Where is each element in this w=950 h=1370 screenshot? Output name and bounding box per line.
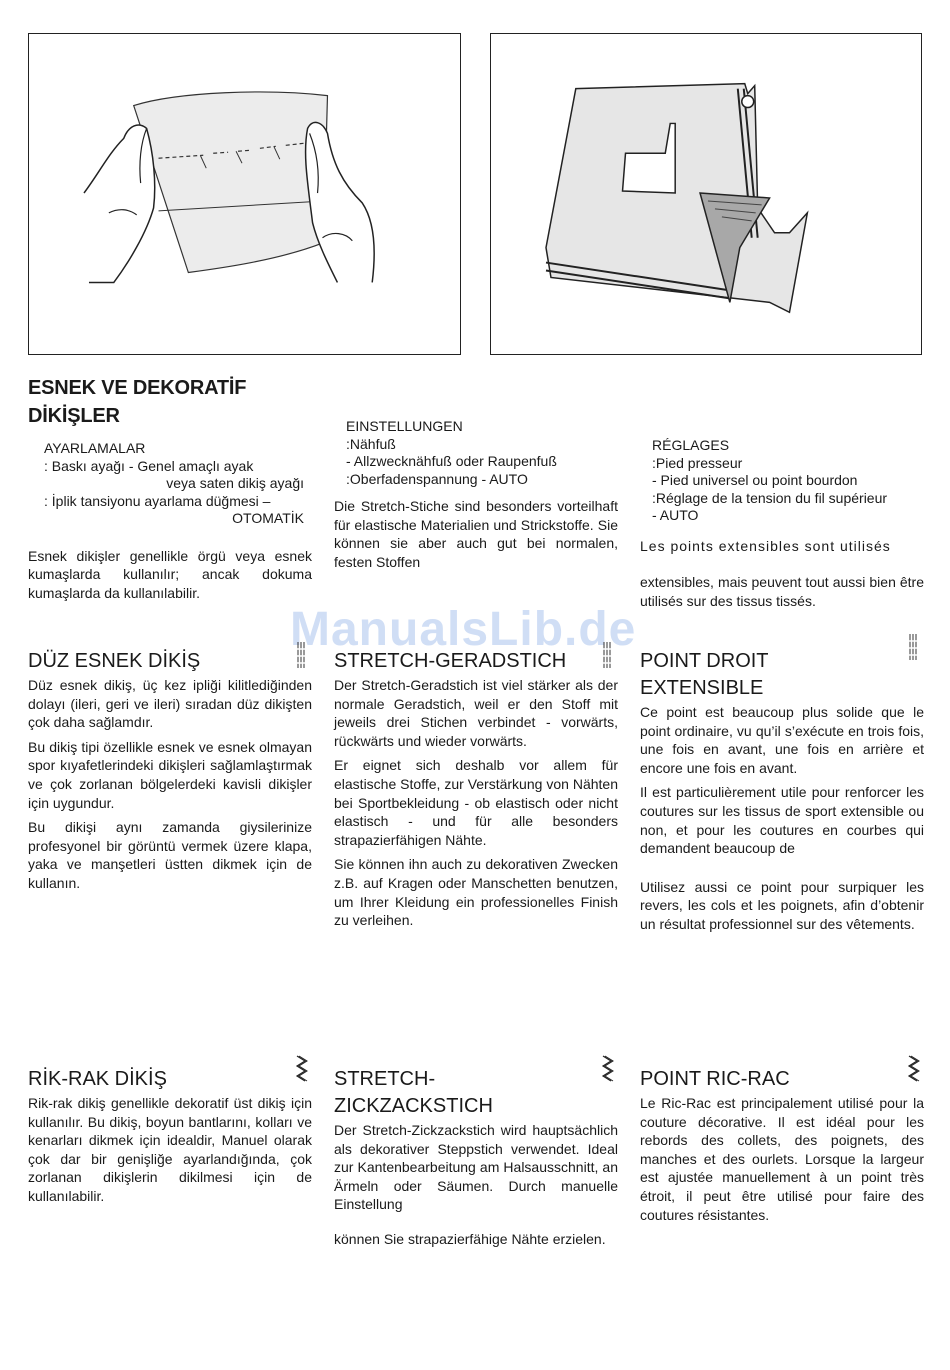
settings-heading: AYARLAMALAR xyxy=(44,440,146,456)
settings-line: - AUTO xyxy=(652,507,699,523)
straight-stretch-fr xyxy=(640,648,924,940)
paragraph: Er eignet sich deshalb vor allem für elastische Stoffe, zur Verstärkung von Nähten bei Sportbekleidung - ob elastisch oder nicht elastisch - und für alle besonders strapazierfähigen Nähte. xyxy=(334,757,618,848)
settings-line: - Allzwecknähfuß oder Raupenfuß xyxy=(346,453,557,469)
hands-stretching-fabric-image xyxy=(29,34,460,354)
settings-line: veya saten dikiş ayağı xyxy=(166,475,304,491)
paragraph: Rik-rak dikiş genellikle dekoratif üst dikiş için kullanılır. Bu dikiş, boyun bantlarını, kolları ve kenarları dikmek için idealdir, Manuel olarak çok dar bir genişliğe ayarlandığında, çok zorlanan dikişlerin dikilmesi için de kullanılabilir. xyxy=(28,1095,312,1204)
intro-fr-settings xyxy=(640,437,924,525)
settings-line: :Oberfadenspannung - AUTO xyxy=(346,470,528,487)
section-title: DÜZ ESNEK DİKİŞ xyxy=(28,650,201,672)
ricrac-tr xyxy=(28,1066,312,1212)
intro-de-body: Die Stretch-Stiche sind besonders vorteilhaft für elastische Materialien und Strickstoffe. Sie können sie aber auch gut bei normalen, festen Stoffen xyxy=(334,498,618,570)
ric-rac-stitch-icon xyxy=(906,1054,920,1084)
paragraph: können Sie strapazierfähige Nähte erzielen. xyxy=(334,1230,606,1247)
stretch-fabric-illustration xyxy=(28,33,461,355)
intro-de xyxy=(334,418,618,577)
section-title: POINT RIC-RAC xyxy=(640,1068,790,1090)
intro-tr-body: Esnek dikişler genellikle örgü veya esnek kumaşlarda kullanılır; ancak dokuma kumaşlarda da kullanılabilir. xyxy=(28,547,312,601)
watermark: ManualsLib.de xyxy=(290,603,637,656)
settings-heading: EINSTELLUNGEN xyxy=(346,418,463,434)
intro-tr-settings xyxy=(28,440,304,528)
triple-straight-stitch-icon xyxy=(600,640,614,670)
paragraph: Il est particulièrement utile pour renforcer les coutures sur les tissus de sport extensible ou non, et pour les coutures en courbes qui demandent beaucoup de xyxy=(640,784,924,857)
section-title: POINT DROIT EXTENSIBLE xyxy=(640,650,769,699)
section-title: STRETCH-GERADSTICH xyxy=(334,650,567,672)
ricrac-fr xyxy=(640,1066,924,1230)
paragraph: Ce point est beaucoup plus solide que le point ordinaire, vu qu’il s’exécute en trois fois, une fois en avant, une fois en arrière et encore une fois en avant. xyxy=(640,704,924,776)
triple-straight-stitch-icon xyxy=(906,632,920,662)
paragraph: Sie können ihn auch zu dekorativen Zwecken z.B. auf Kragen oder Manschetten benutzen, um Ihrer Kleidung ein professionelles Finish zu verleihen. xyxy=(334,856,618,929)
settings-line: :Nähfuß xyxy=(346,435,396,452)
straight-stretch-tr xyxy=(28,648,312,899)
settings-line: OTOMATİK xyxy=(232,510,304,526)
intro-de-settings xyxy=(334,418,618,488)
straight-stretch-de xyxy=(334,648,618,936)
intro-fr-body-1: Les points extensibles sont utilisés xyxy=(640,537,891,554)
intro-fr xyxy=(640,437,924,616)
ric-rac-stitch-icon xyxy=(294,1054,308,1084)
ric-rac-stitch-icon xyxy=(600,1054,614,1084)
paragraph: Der Stretch-Geradstich ist viel stärker als der normale Geradstich, weil er den Stoff mit jeweils drei Stichen verbindet - vorwärts, rückwärts und wieder vorwärts. xyxy=(334,677,618,749)
settings-line: - Pied universel ou point bourdon xyxy=(652,472,858,488)
sweater-illustration xyxy=(490,33,922,355)
settings-line: :Pied presseur xyxy=(652,454,743,471)
settings-line: : Baskı ayağı - Genel amaçlı ayak xyxy=(44,457,254,474)
paragraph: Bu dikişi aynı zamanda giysilerinize profesyonel bir görüntü vermek üzere klapa, yaka ve manşetleri üstten dikmek için de kullanın. xyxy=(28,819,312,891)
paragraph: Utilisez aussi ce point pour surpiquer les revers, les cols et les poignets, afin d’obtenir un résultat professionnel sur des vêtements. xyxy=(640,878,924,932)
settings-heading: RÉGLAGES xyxy=(652,437,730,453)
section-title: RİK-RAK DİKİŞ xyxy=(28,1068,167,1090)
ricrac-de xyxy=(334,1066,618,1255)
settings-line: :Réglage de la tension du fil supérieur xyxy=(652,489,888,506)
folded-knit-garment-image xyxy=(491,34,921,354)
triple-straight-stitch-icon xyxy=(294,640,308,670)
paragraph: Düz esnek dikiş, üç kez ipliği kilitlediğinden dolayı (ileri, geri ve ileri) sıradan düz dikişten çok daha sağlamdır. xyxy=(28,677,312,731)
intro-fr-body-2: extensibles, mais peuvent tout aussi bien être utilisés sur des tissus tissés. xyxy=(640,574,924,609)
paragraph: Der Stretch-Zickzackstich wird hauptsächlich als dekorativer Steppstich verwendet. Ideal zur Kantenbearbeitung am Halsausschnitt, an Ärmeln oder Säumen. Durch manuelle Einstellung xyxy=(334,1122,618,1213)
intro-tr-title: ESNEK VE DEKORATİF DİKİŞLER xyxy=(28,377,247,427)
settings-line: : İplik tansiyonu ayarlama düğmesi – xyxy=(44,492,271,509)
intro-tr xyxy=(28,374,312,608)
paragraph: Bu dikiş tipi özellikle esnek ve esnek olmayan spor kıyafetlerindeki dikişleri sağlamlaştırmak ve çok zorlanan bölgelerdeki kavisli dikişler için uygundur. xyxy=(28,738,312,811)
section-title: STRETCH- ZICKZACKSTICH xyxy=(334,1068,493,1117)
paragraph: Le Ric-Rac est principalement utilisé pour la couture décorative. Il est idéal pour les rebords des collets, des poignets, des manches et des ourlets. Lorsque la largeur est ajustée manuellement à un point très étroit, il peut être utilisé pour faire des coutures résistantes. xyxy=(640,1095,924,1223)
